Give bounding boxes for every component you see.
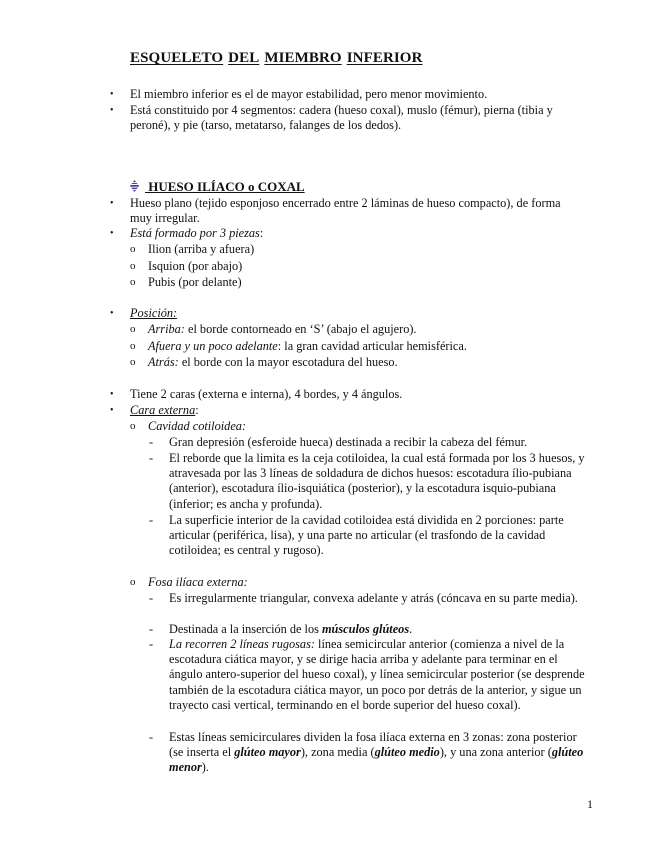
- dash-marker: -: [149, 435, 154, 449]
- fossa-label: Fosa ilíaca externa:: [148, 575, 248, 589]
- fossa-item: [169, 622, 589, 637]
- fossa-item-label: La recorren 2 líneas rugosas:: [169, 637, 315, 651]
- position-item-label: Afuera y un poco adelante: [148, 339, 278, 353]
- bullet-marker: •: [110, 105, 114, 116]
- dash-marker: -: [149, 513, 154, 527]
- fossa-item-text: .: [409, 622, 413, 636]
- fossa-heading: [148, 575, 588, 590]
- cavity-item: El reborde que la limita es la ceja cotiloidea, la cual está formada por los 3 huesos, y atravesada por las 3 líneas de soldadura de dichos huesos: escotadura ílio-pubiana (anterior), escotadura ílio-isquiática (posterior), y la escotadura isquio-pubiana (inferior; es ancha y profunda).: [169, 451, 585, 511]
- diamond-bullet-icon: [130, 180, 139, 192]
- title-word: INFERIOR: [346, 50, 423, 66]
- external-face-heading: [130, 403, 585, 418]
- piece-item: Pubis (por delante): [148, 275, 242, 289]
- fossa-item: Es irregularmente triangular, convexa adelante y atrás (cóncava en su parte media).: [169, 591, 578, 605]
- position-item-label: Atrás:: [148, 355, 179, 369]
- section-title: HUESO ILÍACO o COXAL: [145, 179, 305, 194]
- title-word: MIEMBRO: [264, 50, 342, 66]
- bullet-marker: •: [110, 89, 114, 100]
- faces-paragraph: Tiene 2 caras (externa e interna), 4 bordes, y 4 ángulos.: [130, 387, 403, 401]
- sub-marker: o: [130, 356, 136, 368]
- position-item: [148, 339, 588, 354]
- fossa-item-text: línea semicircular anterior (comienza a nivel de la escotadura ciática mayor, y se dirige hacia arriba y adelante para terminar en el ángulo antero-superior del hueso coxal), y línea semicircular posterior (se desprende también de la escotadura ciática mayor, un poco por detrás de la anterior, y sigue un trayecto casi vertical, terminando en el borde superior del hueso coxal).: [169, 637, 585, 712]
- fossa-item: [169, 637, 589, 713]
- piece-item: Isquion (por abajo): [148, 259, 243, 273]
- pieces-label: Está formado por 3 piezas: [130, 226, 260, 240]
- position-item: [148, 322, 588, 337]
- section-heading: [130, 179, 305, 195]
- bullet-marker: •: [110, 308, 114, 319]
- fossa-item-text: ), zona media (: [300, 745, 375, 760]
- fossa-item-text: ).: [201, 760, 209, 775]
- position-label: Posición:: [130, 306, 178, 320]
- position-item-text: : la gran cavidad articular hemisférica.: [277, 339, 467, 353]
- external-face-colon: :: [195, 403, 199, 417]
- dash-marker: -: [149, 637, 154, 651]
- position-item-text: el borde contorneado en ‘S’ (abajo el agujero).: [184, 322, 417, 336]
- cavity-label: Cavidad cotiloidea:: [148, 419, 247, 433]
- fossa-item-text: Estas líneas semicirculares dividen la fosa ilíaca externa en 3 zonas: zona posterior (se inserta el: [169, 730, 577, 760]
- fossa-item-emphasis: músculos glúteos: [321, 622, 410, 636]
- piece-item: Ilion (arriba y afuera): [148, 242, 255, 256]
- intro-paragraph: El miembro inferior es el de mayor estabilidad, pero menor movimiento.: [130, 87, 488, 101]
- sub-marker: o: [130, 420, 136, 432]
- title-word: DEL: [228, 50, 260, 66]
- sub-marker: o: [130, 243, 136, 255]
- dash-marker: -: [149, 622, 154, 636]
- page-number: 1: [587, 797, 593, 811]
- fossa-item-emphasis: glúteo menor: [169, 745, 584, 775]
- position-item: [148, 355, 588, 370]
- bullet-marker: •: [110, 405, 114, 416]
- sub-marker: o: [130, 276, 136, 288]
- pieces-heading: [130, 226, 585, 241]
- pieces-colon: :: [259, 226, 264, 240]
- section-description: Hueso plano (tejido esponjoso encerrado entre 2 láminas de hueso compacto), de forma muy irregular.: [130, 196, 561, 225]
- cavity-item: Gran depresión (esferoide hueca) destinada a recibir la cabeza del fémur.: [169, 435, 528, 449]
- fossa-item-text: ), y una zona anterior (: [439, 745, 552, 760]
- bullet-marker: •: [110, 389, 114, 400]
- fossa-item: [169, 730, 589, 776]
- intro-paragraph: Está constituido por 4 segmentos: cadera (hueso coxal), muslo (fémur), pierna (tibia y peroné), y pie (tarso, metatarso, falanges de los dedos).: [130, 103, 553, 132]
- cavity-heading: [148, 419, 588, 434]
- fossa-item-text: Destinada a la inserción de los: [169, 622, 322, 636]
- fossa-item-emphasis: glúteo mayor: [234, 745, 301, 760]
- document-title: [130, 50, 423, 67]
- sub-marker: o: [130, 340, 136, 352]
- dash-marker: -: [149, 591, 154, 605]
- dash-marker: -: [149, 730, 154, 744]
- cavity-item: La superficie interior de la cavidad cotiloidea está dividida en 2 porciones: parte articular (periférica, lisa), y una parte no articular (el trasfondo de la cavidad cotiloidea; es central y rugoso).: [169, 513, 564, 558]
- bullet-marker: •: [110, 228, 114, 239]
- sub-marker: o: [130, 260, 136, 272]
- position-heading: [130, 306, 585, 321]
- bullet-marker: •: [110, 198, 114, 209]
- position-item-label: Arriba:: [148, 322, 185, 336]
- sub-marker: o: [130, 323, 136, 335]
- fossa-item-emphasis: glúteo medio: [374, 745, 440, 760]
- position-item-text: el borde con la mayor escotadura del hueso.: [178, 355, 398, 369]
- title-word: ESQUELETO: [130, 50, 224, 66]
- sub-marker: o: [130, 576, 136, 588]
- dash-marker: -: [149, 451, 154, 465]
- external-face-label: Cara externa: [130, 403, 196, 417]
